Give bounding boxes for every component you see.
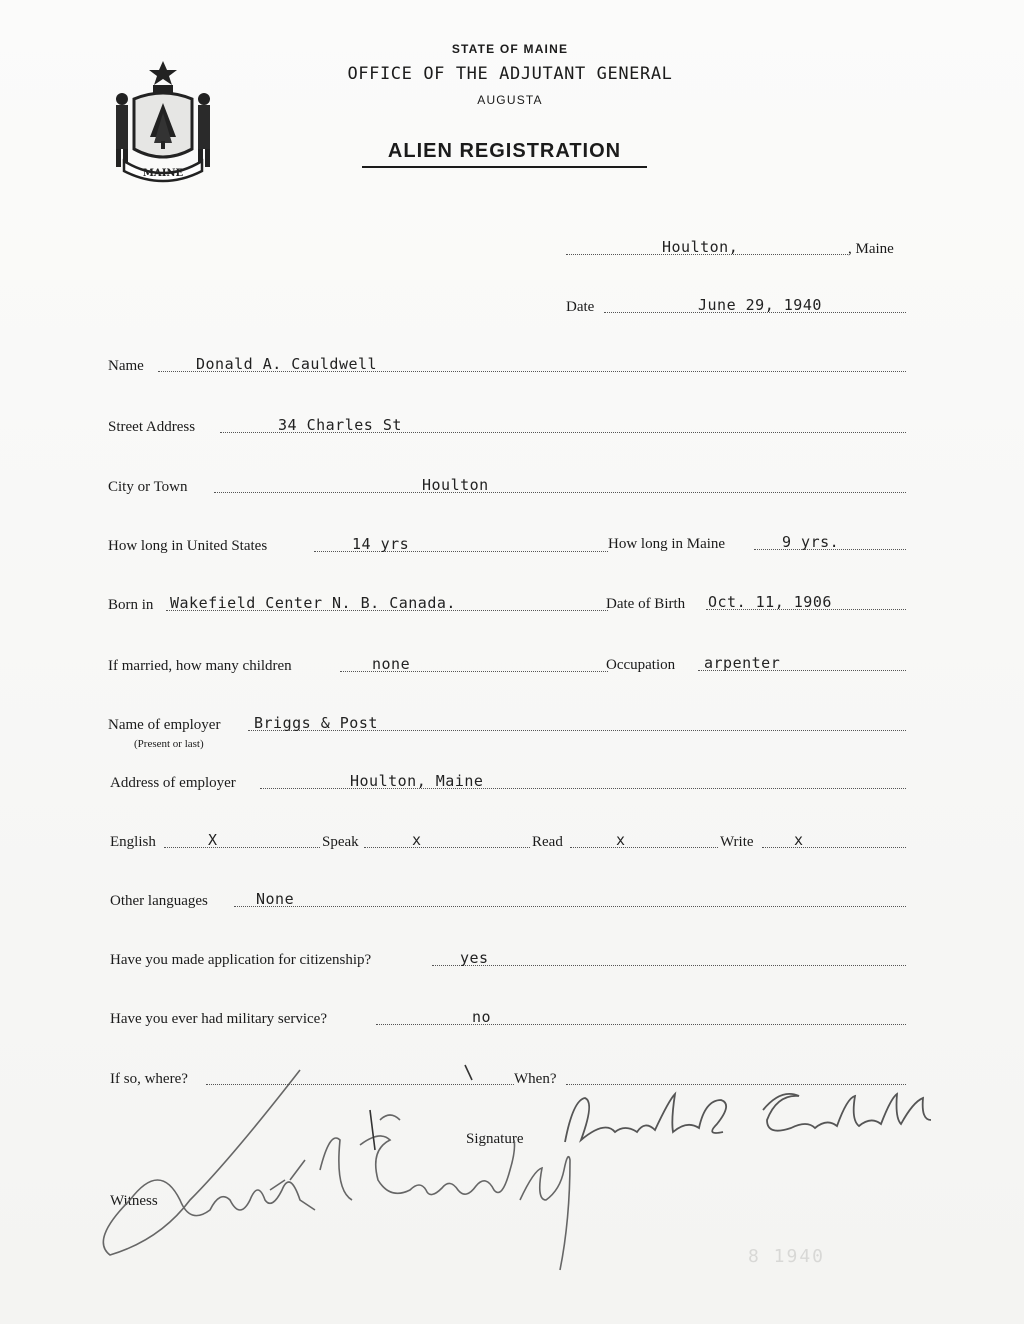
write-value[interactable]: x xyxy=(794,831,804,849)
form-title: ALIEN REGISTRATION xyxy=(362,140,647,168)
other-languages-label: Other languages xyxy=(110,893,208,909)
employer-address-label: Address of employer xyxy=(110,775,236,791)
employer-sublabel: (Present or last) xyxy=(134,738,204,750)
citizenship-row xyxy=(110,949,906,971)
children-row xyxy=(108,655,608,677)
how-long-us-label: How long in United States xyxy=(108,538,268,554)
how-long-maine-value[interactable]: 9 yrs. xyxy=(782,533,840,551)
military-row xyxy=(110,1008,906,1030)
occupation-row xyxy=(606,654,906,676)
english-label: English xyxy=(110,834,156,850)
born-in-label: Born in xyxy=(108,597,154,613)
state-heading: STATE OF MAINE xyxy=(451,42,569,56)
military-value[interactable]: no xyxy=(472,1008,492,1026)
speak-label: Speak xyxy=(322,834,359,850)
city-row xyxy=(108,476,906,498)
date-row xyxy=(566,296,906,318)
location-suffix: , Maine xyxy=(848,241,894,257)
street-row xyxy=(108,416,906,438)
witness-signature xyxy=(90,1050,610,1280)
occupation-value[interactable]: arpenter xyxy=(704,654,781,672)
street-label: Street Address xyxy=(108,419,196,435)
citizenship-value[interactable]: yes xyxy=(460,949,489,967)
name-value[interactable]: Donald A. Cauldwell xyxy=(196,355,378,373)
city-label: City or Town xyxy=(108,479,188,495)
name-row xyxy=(108,355,906,377)
write-label: Write xyxy=(720,834,754,850)
city-value[interactable]: Houlton xyxy=(422,476,489,494)
how-long-maine-label: How long in Maine xyxy=(608,536,726,552)
date-label: Date xyxy=(566,299,595,315)
citizenship-label: Have you made application for citizenship? xyxy=(110,952,372,968)
office-heading: OFFICE OF THE ADJUTANT GENERAL xyxy=(347,64,673,84)
date-value[interactable]: June 29, 1940 xyxy=(698,296,822,314)
employer-row xyxy=(108,714,906,750)
english-row xyxy=(110,831,906,853)
seal-label: MAINE xyxy=(142,168,184,179)
occupation-label: Occupation xyxy=(606,657,676,673)
state-seal-icon xyxy=(106,57,220,187)
witness-label: Witness xyxy=(110,1193,158,1209)
location-row xyxy=(566,238,911,260)
how-long-us-value[interactable]: 14 yrs xyxy=(352,535,410,553)
street-value[interactable]: 34 Charles St xyxy=(278,416,402,434)
military-label: Have you ever had military service? xyxy=(110,1011,327,1027)
read-value[interactable]: x xyxy=(616,831,626,849)
date-of-birth-row xyxy=(606,593,906,615)
when-label: When? xyxy=(514,1071,557,1087)
signature-label: Signature xyxy=(466,1131,524,1147)
city-heading: AUGUSTA xyxy=(477,93,543,107)
location-value[interactable]: Houlton, xyxy=(662,238,739,256)
how-long-us-row xyxy=(108,535,608,557)
date-of-birth-label: Date of Birth xyxy=(606,596,686,612)
employer-address-row xyxy=(110,772,906,794)
where-label: If so, where? xyxy=(110,1071,188,1087)
born-in-value[interactable]: Wakefield Center N. B. Canada. xyxy=(170,594,456,612)
speak-value[interactable]: x xyxy=(412,831,422,849)
employer-value[interactable]: Briggs & Post xyxy=(254,714,378,732)
received-stamp: 8 1940 xyxy=(748,1246,826,1267)
children-value[interactable]: none xyxy=(372,655,411,673)
other-languages-row xyxy=(110,890,906,912)
children-label: If married, how many children xyxy=(108,658,292,674)
born-in-row xyxy=(108,594,608,616)
english-value[interactable]: X xyxy=(208,831,218,849)
date-of-birth-value[interactable]: Oct. 11, 1906 xyxy=(708,593,832,611)
employer-label: Name of employer xyxy=(108,717,221,733)
employer-address-value[interactable]: Houlton, Maine xyxy=(350,772,484,790)
other-languages-value[interactable]: None xyxy=(256,890,295,908)
name-label: Name xyxy=(108,358,144,374)
read-label: Read xyxy=(532,834,563,850)
how-long-maine-row xyxy=(608,533,906,555)
